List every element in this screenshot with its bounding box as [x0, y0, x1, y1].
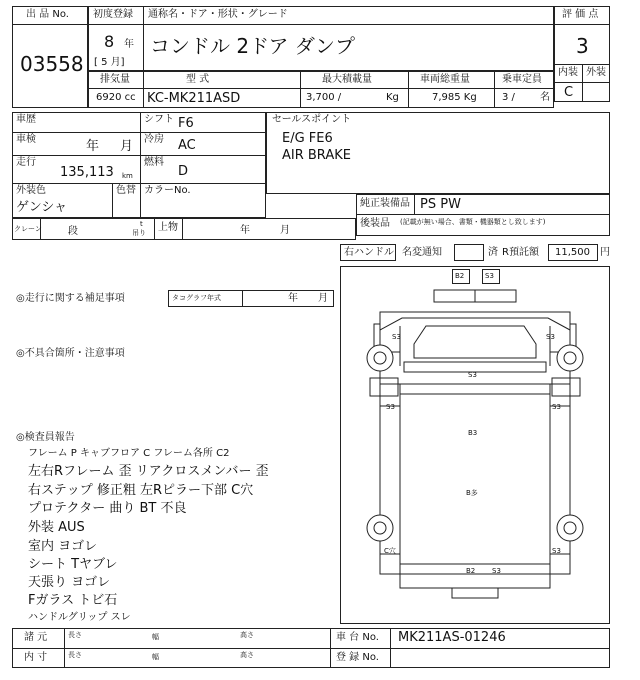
mark-b2-rear: B2: [466, 567, 476, 575]
aftermarket-note: (記載が無い場合、書類・機器類とし致します): [400, 218, 546, 226]
sales-point-label: セールスポイント: [272, 114, 352, 125]
length-label-2: 長さ: [68, 651, 82, 659]
sales-point-line-2: AIR BRAKE: [282, 148, 351, 163]
model-value: KC-MK211ASD: [147, 91, 241, 106]
inspector-line-5: 外装 AUS: [28, 520, 85, 535]
mark-s3-cab-right: S3: [546, 333, 555, 341]
mark-s3-rear-right: S3: [552, 547, 561, 555]
color-no-label: 色替: [116, 185, 136, 196]
displacement-value: 6920 cc: [96, 92, 136, 103]
inspector-line-4: プロテクター 曲り BT 不良: [28, 501, 187, 516]
height-label: 高さ: [240, 631, 254, 639]
lot-number: 03558: [20, 52, 84, 76]
inspector-label: ◎検査員報告: [16, 432, 75, 443]
mark-s3-rear: S3: [492, 567, 501, 575]
first-reg-year: 8: [104, 32, 115, 51]
model-label: 型 式: [186, 74, 210, 85]
mark-s3-cab-front: S3: [468, 371, 477, 379]
deposit-label: 済: [488, 247, 498, 258]
capacity-label: 乗車定員: [502, 74, 542, 85]
color-value: ゲンシャ: [16, 200, 68, 215]
inspection-label: 車検: [16, 134, 36, 145]
sales-point-line-1: E/G FE6: [282, 131, 333, 146]
inspection-month-unit: 月: [120, 139, 134, 154]
crane-label: クレーン: [14, 225, 42, 233]
upper-label: 上物: [158, 222, 178, 233]
displacement-label: 排気量: [100, 74, 130, 85]
interior-label: 内装: [558, 67, 578, 78]
lot-label: 出 品 No.: [26, 9, 69, 20]
interior-dims-label: 内 寸: [24, 652, 48, 663]
inspector-line-3: 右ステップ 修正粗 左Rピラー下部 C穴: [28, 483, 254, 498]
fuel-label: 燃料: [144, 157, 164, 168]
year-unit: 年: [124, 39, 134, 50]
exterior-label: 外装: [586, 67, 606, 78]
first-reg-label: 初度登録: [93, 9, 133, 20]
mark-c-hole: C穴: [384, 547, 396, 555]
mark-s3-cab-left: S3: [392, 333, 401, 341]
length-label: 長さ: [68, 631, 82, 639]
max-load-label: 最大積載量: [322, 74, 372, 85]
mark-s3-top: S3: [485, 272, 494, 280]
capacity-unit: 名: [540, 92, 550, 103]
r-deposit-value: 11,500: [555, 247, 590, 258]
mileage-label: 走行: [16, 157, 36, 168]
grade-value: 3: [576, 34, 589, 58]
grade-label: 評 価 点: [562, 9, 599, 20]
inspector-line-2: 左右Rフレーム 歪 リアクロスメンバー 歪: [28, 464, 269, 479]
ac-label: 冷房: [144, 134, 164, 145]
gross-weight-value: 7,985 Kg: [432, 92, 477, 103]
inspector-line-8: 天張り ヨゴレ: [28, 575, 111, 590]
width-label: 幅: [152, 633, 159, 641]
r-deposit-unit: 円: [600, 247, 610, 258]
fuel-value: D: [178, 164, 189, 179]
history-label: 車歴: [16, 114, 36, 125]
r-deposit-label: R預託額: [502, 247, 539, 258]
interior-grade: C: [564, 85, 574, 100]
mark-b3-bed: B3: [468, 429, 478, 437]
reg-label: 登 録 No.: [336, 652, 379, 663]
first-reg-month: [ 5 月]: [94, 57, 125, 68]
max-load-value: 3,700 /: [306, 92, 342, 103]
inspector-line-9: Fガラス トビ石: [28, 593, 118, 608]
genuine-value: PS PW: [420, 197, 461, 212]
inspector-line-10: ハンドルグリップ スレ: [28, 612, 131, 623]
crane-stage-unit: 段: [68, 226, 78, 237]
name-change-box: [454, 244, 484, 261]
mileage-unit: km: [122, 172, 133, 180]
chassis-label: 車 台 No.: [336, 632, 379, 643]
inspection-year-unit: 年: [86, 139, 100, 154]
ac-value: AC: [178, 138, 196, 153]
mark-s3-rail-right: S3: [552, 403, 561, 411]
car-name: コンドル 2ドア ダンプ: [150, 34, 356, 58]
crane-ton: t: [140, 220, 143, 228]
mileage-value: 135,113: [60, 165, 114, 180]
shift-value: F6: [178, 116, 194, 131]
upper-year-unit: 年: [240, 225, 250, 236]
chassis-number: MK211AS-01246: [398, 630, 506, 645]
color-label: 外装色: [16, 185, 46, 196]
max-load-unit: Kg: [386, 92, 399, 103]
rhd-label: 右ハンドル: [344, 247, 394, 258]
dimensions-label: 諸 元: [24, 632, 48, 643]
width-label-2: 幅: [152, 653, 159, 661]
inspector-line-7: シート Tヤブレ: [28, 557, 118, 572]
genuine-label: 純正装備品: [360, 198, 410, 209]
height-label-2: 高さ: [240, 651, 254, 659]
upper-month-unit: 月: [280, 225, 290, 236]
defects-label: ◎不具合箇所・注意事項: [16, 348, 125, 359]
mark-s3-rail-left: S3: [386, 403, 395, 411]
inspector-line-1: フレーム P キャブフロア C フレーム各所 C2: [28, 448, 230, 459]
mark-b2-top: B2: [455, 272, 465, 280]
crane-hang-unit: 吊り: [132, 229, 146, 237]
crane-box: [12, 218, 356, 240]
tacho-month-unit: 月: [318, 293, 328, 304]
name-change-label: 名変通知: [402, 247, 442, 258]
tacho-year-unit: 年: [288, 293, 298, 304]
aftermarket-label: 後装品: [360, 218, 390, 229]
shift-label: シフト: [144, 114, 174, 125]
capacity-value: 3 /: [502, 92, 515, 103]
driving-notes-label: ◎走行に関する補足事項: [16, 293, 125, 304]
tacho-label: タコグラフ年式: [172, 294, 221, 302]
color-code-label: カラーNo.: [144, 185, 191, 196]
inspector-line-6: 室内 ヨゴレ: [28, 539, 98, 554]
car-name-label: 通称名・ドア・形状・グレード: [148, 9, 288, 20]
gross-weight-label: 車両総重量: [420, 74, 470, 85]
mark-b-many-bed: B多: [466, 489, 478, 497]
